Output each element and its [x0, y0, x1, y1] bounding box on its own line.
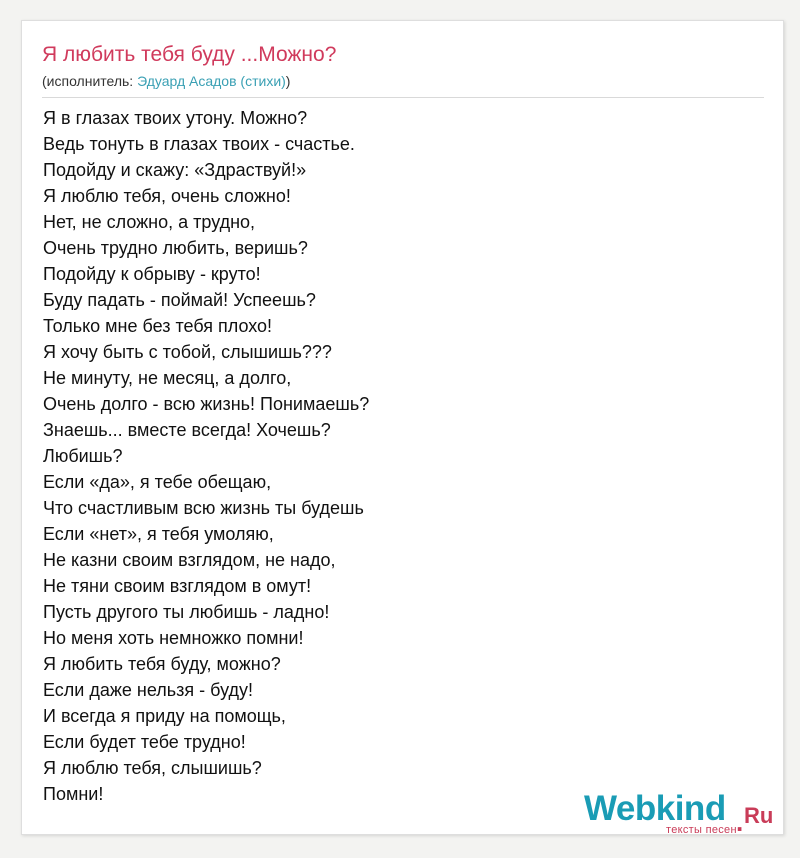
- artist-link[interactable]: Эдуард Асадов (стихи): [137, 73, 286, 89]
- performer-line: [42, 73, 290, 89]
- lyric-line: Буду падать - поймай! Успеешь?: [43, 290, 316, 310]
- lyric-line: Если «да», я тебе обещаю,: [43, 472, 272, 492]
- lyric-line: Что счастливым всю жизнь ты будешь: [43, 498, 364, 518]
- lyric-line: Не тяни своим взглядом в омут!: [43, 576, 312, 596]
- lyric-line: Я хочу быть с тобой, слышишь???: [43, 342, 332, 362]
- lyric-line: Очень трудно любить, веришь?: [43, 238, 308, 258]
- lyric-line: Не казни своим взглядом, не надо,: [43, 550, 336, 570]
- logo-wordmark: Webkind: [584, 789, 726, 828]
- lyric-line: Пусть другого ты любишь - ладно!: [43, 602, 330, 622]
- lyric-line: Но меня хоть немножко помни!: [43, 628, 304, 648]
- webkind-logo[interactable]: [584, 789, 784, 837]
- logo-tld: Ru: [744, 803, 774, 828]
- lyric-line: Я люблю тебя, очень сложно!: [43, 186, 291, 206]
- lyric-line: Знаешь... вместе всегда! Хочешь?: [43, 420, 331, 440]
- lyric-line: Подойду к обрыву - круто!: [43, 264, 261, 284]
- lyrics-text: [43, 105, 369, 807]
- song-title: Я любить тебя буду ...Можно?: [42, 43, 337, 66]
- lyric-line: Я в глазах твоих утону. Можно?: [43, 108, 308, 128]
- lyric-line: Если даже нельзя - буду!: [43, 680, 253, 700]
- lyric-line: Нет, не сложно, а трудно,: [43, 212, 256, 232]
- lyric-line: Не минуту, не месяц, а долго,: [43, 368, 292, 388]
- lyric-line: Подойду и скажу: «Здраствуй!»: [43, 160, 307, 180]
- lyrics-card: [21, 20, 784, 835]
- lyric-line: Если «нет», я тебя умоляю,: [43, 524, 274, 544]
- logo-dot: .: [736, 807, 744, 837]
- lyric-line: Я любить тебя буду, можно?: [43, 654, 281, 674]
- performer-suffix: ): [285, 73, 291, 89]
- lyric-line: Ведь тонуть в глазах твоих - счастье.: [43, 134, 355, 154]
- lyric-line: И всегда я приду на помощь,: [43, 706, 286, 726]
- lyric-line: Очень долго - всю жизнь! Понимаешь?: [43, 394, 370, 414]
- header-divider: [42, 97, 764, 98]
- lyric-line: Только мне без тебя плохо!: [43, 316, 273, 336]
- performer-prefix: (исполнитель:: [42, 73, 138, 89]
- lyric-line: Помни!: [43, 784, 104, 804]
- logo-tagline: тексты песен: [666, 824, 737, 836]
- lyric-line: Если будет тебе трудно!: [43, 732, 246, 752]
- lyric-line: Я люблю тебя, слышишь?: [43, 758, 262, 778]
- lyric-line: Любишь?: [43, 446, 123, 466]
